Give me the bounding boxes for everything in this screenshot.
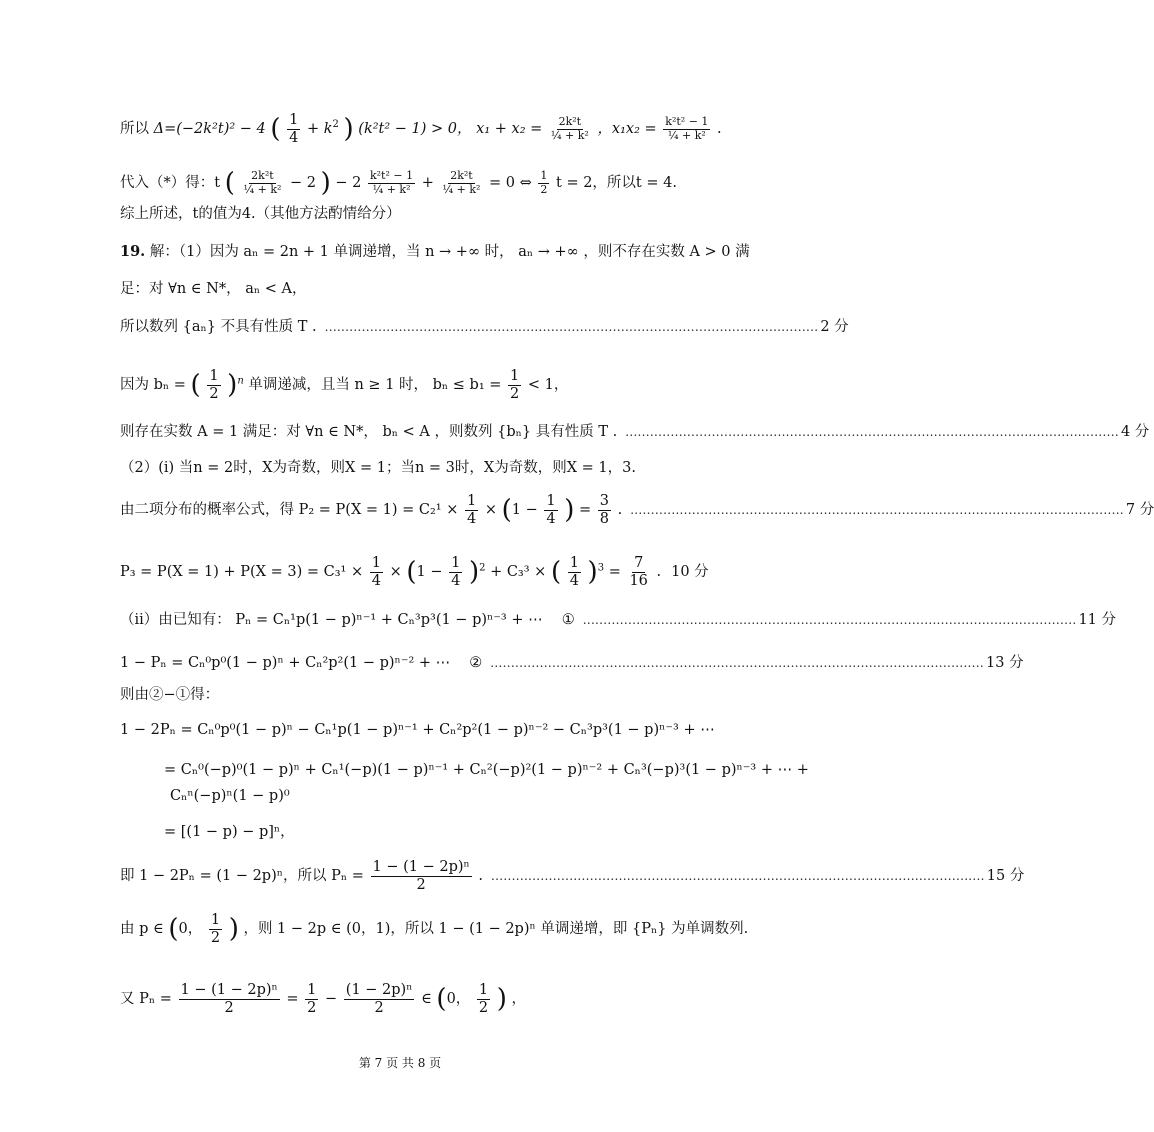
line-16: = Cₙ⁰(−p)⁰(1 − p)ⁿ + Cₙ¹(−p)(1 − p)ⁿ⁻¹ + Cₙ²(−p)²(1 − p)ⁿ⁻² + Cₙ³(−p)³(1 − p)ⁿ⁻³ + ⋯ + — [164, 762, 809, 778]
text: 代入（*）得：t — [120, 175, 221, 192]
line-q19 — [120, 245, 750, 260]
text: . — [656, 564, 662, 581]
numerator: 1 — [289, 112, 299, 128]
paren: ) — [227, 370, 238, 401]
fraction — [179, 982, 280, 1016]
denominator: 2 — [510, 385, 520, 402]
numerator: 2k²t — [450, 169, 473, 182]
text: ∈ — [421, 991, 432, 1008]
numerator: 1 — [371, 555, 381, 571]
paren: ) — [496, 984, 507, 1015]
text: = — [578, 502, 592, 519]
fraction — [440, 170, 482, 196]
paren: ( — [501, 495, 512, 526]
fraction — [598, 493, 611, 527]
text: = — [608, 564, 621, 581]
numerator: 1 — [307, 982, 317, 998]
denominator: 4 — [451, 572, 461, 589]
text: （ii）由已知有： Pₙ = Cₙ¹p(1 − p)ⁿ⁻¹ + Cₙ³p³(1 − p)ⁿ⁻³ + ⋯ ① — [120, 612, 575, 628]
text: × — [389, 564, 402, 581]
text: 由 p ∈ — [120, 921, 164, 938]
score: 4 分 — [1120, 424, 1150, 440]
denominator: 2 — [540, 182, 548, 196]
score: 10 分 — [671, 563, 709, 580]
line-summary: 综上所述，t的值为4.（其他方法酌情给分） — [120, 206, 401, 222]
score: 11 分 — [1078, 612, 1117, 628]
line-12 — [120, 612, 1117, 628]
paren: ) — [468, 557, 480, 588]
fraction — [368, 170, 415, 196]
line-11 — [120, 555, 709, 589]
paren: ( — [436, 984, 447, 1015]
line-21 — [120, 982, 526, 1016]
denominator: 4 — [371, 572, 381, 589]
num: 2 — [306, 175, 317, 192]
line-7 — [120, 368, 568, 402]
line-6 — [120, 319, 849, 335]
fraction — [287, 112, 300, 146]
text: 0， — [446, 991, 471, 1008]
fraction — [538, 170, 549, 196]
numerator: 1 — [510, 368, 520, 384]
denominator: 2 — [209, 385, 219, 402]
numerator: 1 — [478, 982, 489, 998]
denominator: 2 — [374, 999, 384, 1016]
denominator: 2 — [416, 876, 426, 893]
denominator: 8 — [599, 510, 609, 527]
text: 解：（1）因为 aₙ = 2n + 1 单调递增，当 n → +∞ 时， aₙ → +∞ ，则不存在实数 A > 0 满 — [149, 244, 750, 260]
fraction — [305, 982, 318, 1016]
paren: ) — [587, 557, 598, 588]
paren: ) — [228, 914, 239, 945]
fraction — [568, 555, 581, 589]
denominator: ¼ + k² — [550, 128, 589, 142]
denominator: 4 — [289, 129, 299, 146]
text: 又 Pₙ = — [120, 991, 172, 1008]
text: t = 2，所以t = 4. — [556, 175, 677, 192]
paren: ( — [168, 914, 179, 945]
numerator: 1 — [540, 169, 548, 182]
dot-leader: ........................................................................................................................ — [491, 869, 985, 884]
line-10 — [120, 493, 1154, 527]
denominator: ¼ + k² — [243, 182, 282, 196]
numerator: (1 − 2p)ⁿ — [345, 982, 413, 998]
paren: ( — [550, 557, 562, 588]
numerator: 1 — [451, 555, 461, 571]
line-8 — [120, 424, 1150, 440]
numerator: 1 — [467, 493, 477, 509]
exp: n — [237, 375, 244, 387]
dot-leader: ........................................................................................................................ — [625, 425, 1119, 440]
score: 2 分 — [820, 319, 849, 335]
paren: ( — [406, 557, 417, 588]
denominator: 2 — [224, 999, 234, 1016]
line-substitute — [120, 168, 677, 199]
math: (k²t² − 1) > 0， — [358, 121, 472, 138]
score: 15 分 — [986, 867, 1025, 884]
fraction — [370, 555, 383, 589]
exp: 3 — [597, 562, 605, 574]
text: = 0 ⇔ — [489, 175, 532, 192]
text: . — [617, 502, 623, 519]
numerator: 1 − (1 − 2p)ⁿ — [180, 982, 278, 998]
fraction — [627, 555, 649, 589]
denominator: ¼ + k² — [372, 182, 411, 196]
fraction — [449, 555, 462, 589]
line-17: Cₙⁿ(−p)ⁿ(1 − p)⁰ — [170, 788, 290, 804]
text: 所以数列 {aₙ} 不具有性质 T . — [120, 319, 317, 335]
numerator: 2k²t — [558, 115, 582, 129]
fraction — [544, 493, 557, 527]
fraction — [207, 368, 220, 402]
line-15: 1 − 2Pₙ = Cₙ⁰p⁰(1 − p)ⁿ − Cₙ¹p(1 − p)ⁿ⁻¹ + Cₙ²p²(1 − p)ⁿ⁻² − Cₙ³p³(1 − p)ⁿ⁻³ + ⋯ — [120, 722, 715, 738]
fraction — [477, 982, 490, 1016]
numerator: k²t² − 1 — [369, 169, 414, 182]
denominator: 4 — [569, 572, 579, 589]
numerator: 2k²t — [251, 169, 274, 182]
paren: ( — [270, 114, 281, 145]
denominator: 4 — [546, 510, 556, 527]
text: + C₃³ × — [490, 564, 547, 581]
dot-leader: ........................................................................................................................ — [582, 613, 1077, 628]
numerator: k²t² − 1 — [665, 115, 709, 129]
text: ，则 1 − 2p ∈ (0，1)，所以 1 − (1 − 2p)ⁿ 单调递增，即 {Pₙ} 为单调数列. — [243, 921, 749, 938]
text: 1 − Pₙ = Cₙ⁰p⁰(1 − p)ⁿ + Cₙ²p²(1 − p)ⁿ⁻² + ⋯ ② — [120, 655, 483, 671]
text: 0， — [178, 921, 203, 938]
denominator: ¼ + k² — [667, 128, 706, 142]
fraction — [344, 982, 415, 1016]
line-5: 足：对 ∀n ∈ N*， aₙ < A， — [120, 281, 307, 297]
line-19 — [120, 859, 1025, 893]
paren: ( — [190, 370, 201, 401]
text: 单调递减，且当 n ≥ 1 时， bₙ ≤ b₁ = — [248, 377, 502, 394]
exp: 2 — [332, 119, 339, 131]
score: 13 分 — [986, 655, 1024, 671]
line-20 — [120, 912, 748, 946]
numerator: 1 — [209, 368, 219, 384]
fraction — [209, 912, 222, 946]
denominator: 16 — [629, 572, 648, 589]
line-13 — [120, 655, 1024, 671]
text: 因为 bₙ = — [120, 377, 186, 394]
denominator: ¼ + k² — [442, 182, 481, 196]
fraction — [549, 116, 591, 142]
exp: 2 — [479, 562, 486, 574]
numerator: 7 — [634, 555, 644, 571]
paren: ) — [343, 114, 354, 145]
fraction — [508, 368, 521, 402]
dot-leader: ........................................................................................................................ — [630, 503, 1124, 518]
text: − — [325, 991, 338, 1008]
question-number: 19. — [120, 243, 146, 260]
paren: ( — [224, 168, 235, 199]
line-14: 则由②−①得： — [120, 687, 220, 703]
text: 由二项分布的概率公式，得 P₂ = P(X = 1) = C₂¹ × $\frac{1}{4}$ × (1 − $\frac{1}{4}$ ) = $\frac{3}{8}$ . — [120, 493, 623, 527]
text: 所以 — [120, 121, 149, 138]
fraction — [241, 170, 283, 196]
text: . — [717, 121, 722, 138]
score: 7 分 — [1125, 501, 1154, 518]
line-delta — [120, 112, 722, 146]
text: + — [421, 175, 434, 192]
line-9: （2）(i) 当n = 2时，X为奇数，则X = 1；当n = 3时，X为奇数，则X = 1，3. — [120, 460, 636, 476]
numerator: 1 — [546, 493, 556, 509]
text: 即 1 − 2Pₙ = (1 − 2p)ⁿ，所以 Pₙ = — [120, 868, 364, 885]
text: P₃ = P(X = 1) + P(X = 3) = C₃¹ × $\frac{1}{4}$ × (1 − $\frac{1}{4}$ )$^2$ + C₃³ × ( $\frac{1}{4}$ )$^3$ = $\frac{7}{16}$ . — [120, 555, 662, 589]
fraction — [663, 116, 710, 142]
fraction — [465, 493, 478, 527]
fraction — [371, 859, 472, 893]
text: . — [478, 868, 484, 885]
text: × — [484, 502, 497, 519]
text: = — [286, 991, 299, 1008]
text: < 1， — [527, 377, 569, 394]
numerator: 3 — [599, 493, 609, 509]
dot-leader: ........................................................................................................................ — [490, 656, 985, 671]
numerator: 1 — [569, 555, 579, 571]
math: ，x₁x₂ = — [597, 121, 657, 138]
paren: ) — [564, 495, 575, 526]
minus-two: − 2 — [290, 175, 317, 192]
math: x₁ + x₂ = — [476, 121, 543, 138]
text: 由二项分布的概率公式，得 P₂ = P(X = 1) = C₂¹ × — [120, 502, 459, 519]
denominator: 2 — [478, 999, 489, 1016]
line-18: = [(1 − p) − p]ⁿ， — [164, 824, 295, 840]
denominator: 2 — [307, 999, 317, 1016]
paren: ) — [320, 168, 331, 199]
page-footer: 第 7 页 共 8 页 — [358, 1056, 442, 1070]
text: − 2 — [335, 175, 362, 192]
denominator: 2 — [210, 929, 221, 946]
numerator: 1 — [210, 912, 221, 928]
numerator: 1 − (1 − 2p)ⁿ — [372, 859, 470, 875]
text: P₃ = P(X = 1) + P(X = 3) = C₃¹ × — [120, 564, 364, 581]
text — [120, 859, 483, 893]
plus-k2: + $k^2$ — [306, 119, 339, 138]
denominator: 4 — [467, 510, 477, 527]
math: Δ=(−2k²t)² − 4 — [153, 121, 266, 138]
text: 则存在实数 A = 1 满足：对 ∀n ∈ N*， bₙ < A ，则数列 {bₙ} 具有性质 T . — [120, 424, 618, 440]
text: ， — [511, 991, 527, 1008]
dot-leader: ........................................................................................................................ — [324, 320, 819, 335]
